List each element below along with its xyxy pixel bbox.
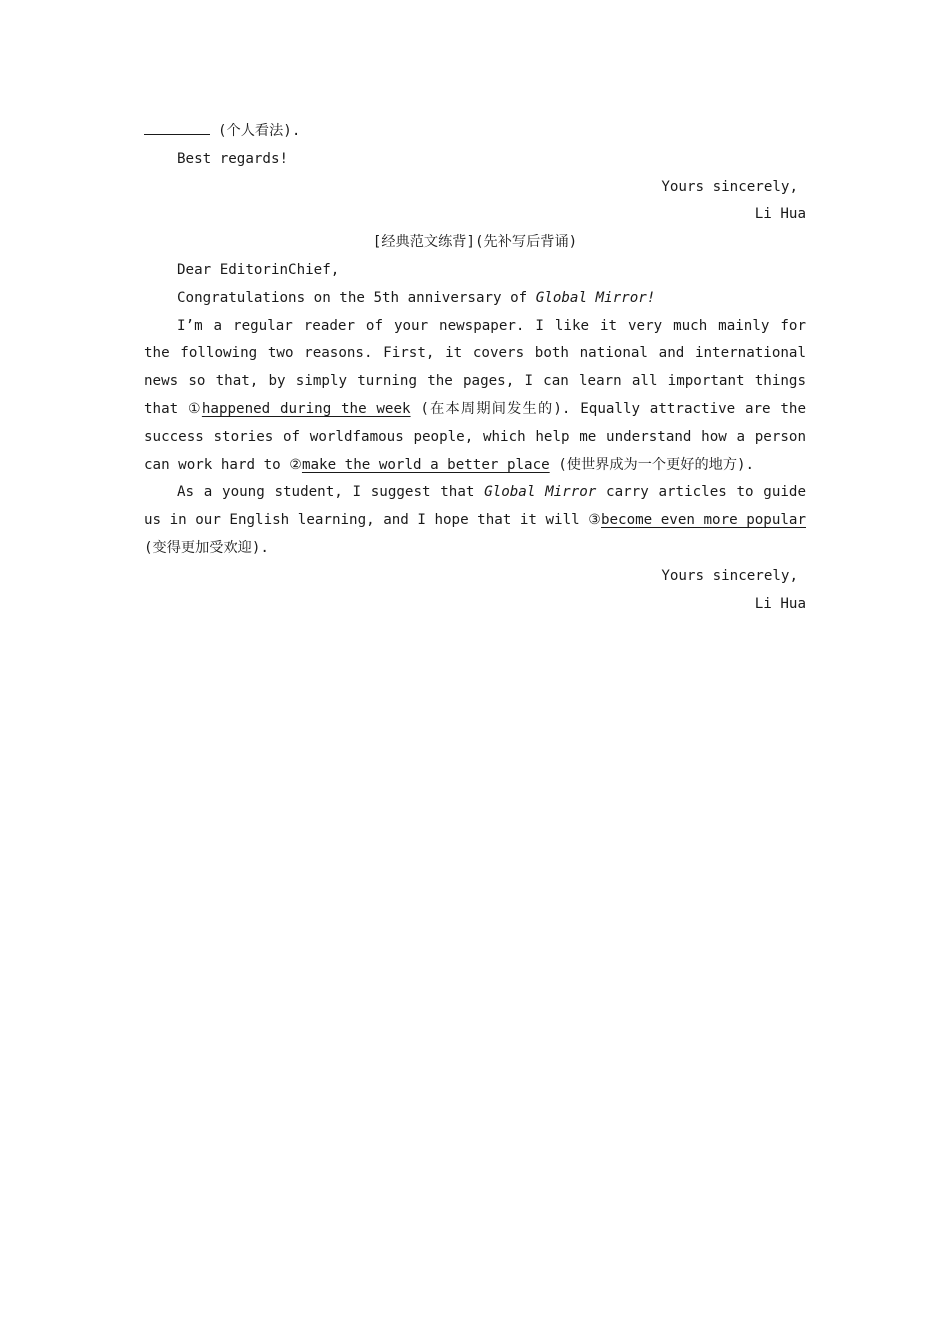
- body-paragraph-1: [144, 313, 806, 480]
- newspaper-title: Global Mirror: [484, 484, 597, 501]
- body-paragraph-2: [144, 479, 806, 562]
- blank-number-3: ③: [588, 512, 601, 529]
- letter-salutation: Dear EditorinChief,: [177, 261, 340, 278]
- paragraph-text: (使世界成为一个更好的地方).: [549, 456, 755, 473]
- blank-line: [144, 118, 806, 146]
- filled-answer-3: become even more popular: [600, 512, 806, 529]
- document-page: [144, 118, 806, 618]
- signature-name: Li Hua: [754, 206, 806, 223]
- congratulations-line: [144, 285, 806, 313]
- filled-answer-1: happened during the week: [201, 400, 411, 417]
- answer-blank: [144, 118, 210, 135]
- blank-number-2: ②: [289, 456, 302, 473]
- filled-answer-2: make the world a better place: [301, 456, 550, 473]
- newspaper-title: Global Mirror!: [535, 289, 656, 306]
- paragraph-text: (在本周期间发生的). Equally attractive are the success stories of worldfamous people, which help me understand how a person can work hard to: [144, 400, 806, 473]
- signoff: Yours sincerely,: [661, 178, 798, 195]
- paragraph-text: (变得更加受欢迎).: [144, 539, 269, 556]
- paragraph-text: carry articles to guide us in our English learning, and I hope that it will: [144, 484, 807, 529]
- signoff: Yours sincerely,: [661, 567, 798, 584]
- blank-number-1: ①: [187, 400, 202, 417]
- section-heading: [经典范文练背](先补写后背诵): [372, 234, 578, 251]
- blank-note: (个人看法).: [218, 123, 301, 139]
- closing-regards: Best regards!: [177, 150, 289, 167]
- paragraph-text: As a young student, I suggest that: [177, 484, 485, 501]
- congrats-text: Congratulations on the 5th anniversary of: [177, 289, 536, 306]
- signature-name: Li Hua: [754, 595, 806, 612]
- paragraph-text: I’m a regular reader of your newspaper. I like it very much mainly for the following two reasons. First, it covers both national and international news so that, by simply turning the pages, I can learn all important things that: [144, 317, 806, 417]
